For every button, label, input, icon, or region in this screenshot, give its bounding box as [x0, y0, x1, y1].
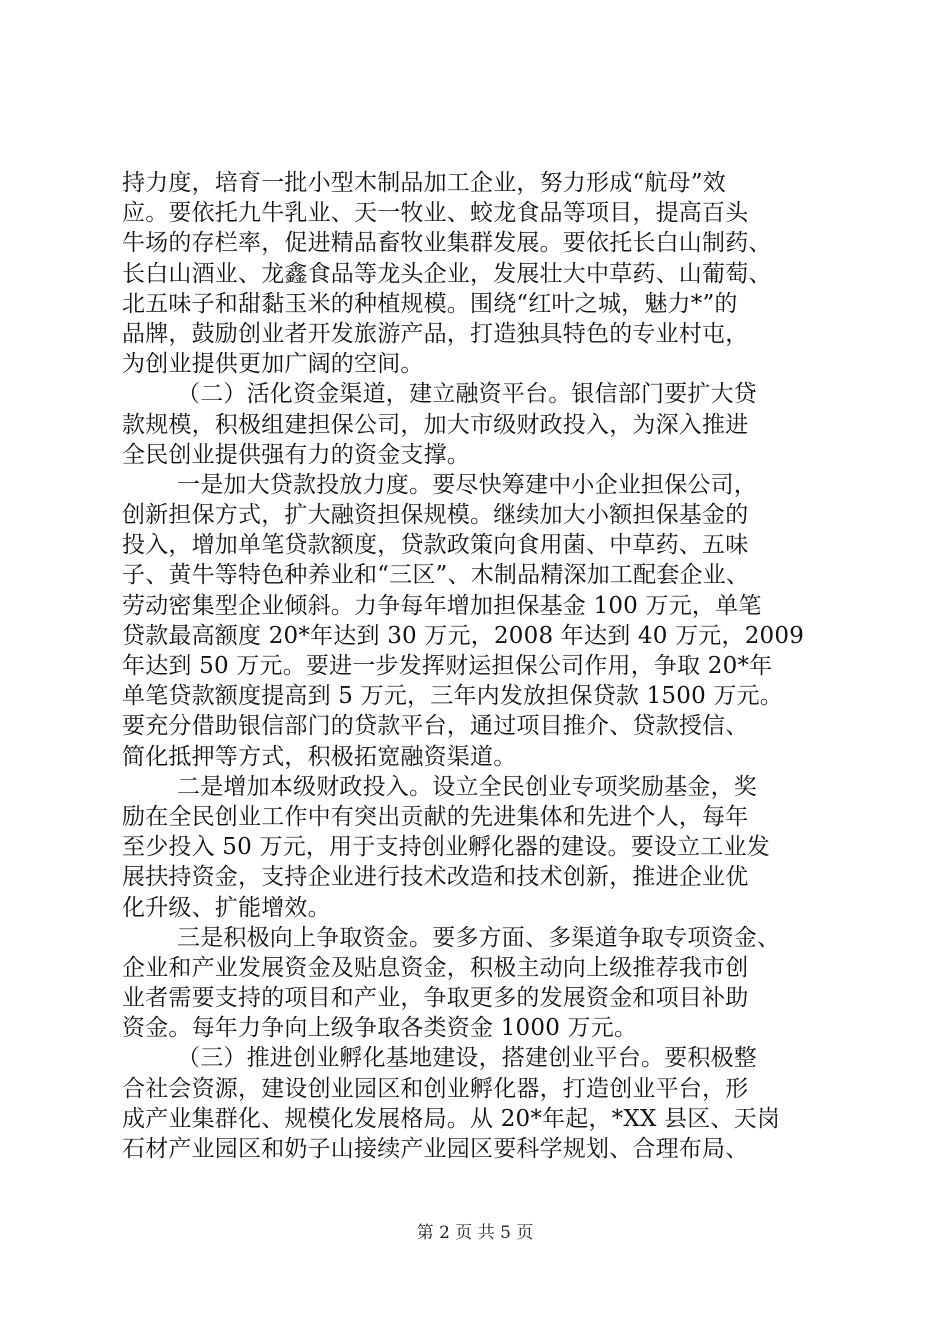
text-line: （三）推进创业孵化基地建设，搭建创业平台。要积极整	[177, 1045, 757, 1072]
text-line: （二）活化资金渠道，建立融资平台。银信部门要扩大贷	[177, 381, 757, 408]
text-line: 款规模，积极组建担保公司，加大市级财政投入，为深入推进	[122, 411, 749, 438]
text-line: 企业和产业发展资金及贴息资金，积极主动向上级推荐我市创	[122, 954, 749, 981]
text-line: 励在全民创业工作中有突出贡献的先进集体和先进个人，每年	[122, 803, 749, 830]
text-line: 简化抵押等方式，积极拓宽融资渠道。	[122, 743, 517, 770]
text-line: 三是积极向上争取资金。要多方面、多渠道争取专项资金、	[177, 924, 781, 951]
text-line: 一是加大贷款投放力度。要尽快筹建中小企业担保公司，	[177, 471, 757, 498]
text-line: 资金。每年力争向上级争取各类资金 1000 万元。	[122, 1015, 638, 1042]
text-line: 创新担保方式，扩大融资担保规模。继续加大小额担保基金的	[122, 502, 749, 529]
text-line: 成产业集群化、规模化发展格局。从 20*年起，*XX 县区、天岗	[122, 1105, 781, 1132]
text-line: 投入，增加单笔贷款额度，贷款政策向食用菌、中草药、五味	[122, 532, 749, 559]
text-line: 为创业提供更加广阔的空间。	[122, 351, 424, 378]
text-line: 品牌，鼓励创业者开发旅游产品，打造独具特色的专业村屯，	[122, 320, 749, 347]
text-line: 应。要依托九牛乳业、天一牧业、蛟龙食品等项目，提高百头	[122, 200, 749, 227]
text-line: 二是增加本级财政投入。设立全民创业专项奖励基金，奖	[177, 773, 757, 800]
text-line: 石材产业园区和奶子山接续产业园区要科学规划、合理布局、	[122, 1136, 749, 1162]
text-line: 单笔贷款额度提高到 5 万元，三年内发放担保贷款 1500 万元。	[122, 683, 784, 710]
text-line: 劳动密集型企业倾斜。力争每年增加担保基金 100 万元，单笔	[122, 592, 762, 619]
page-footer: 第 2 页 共 5 页	[416, 1223, 534, 1243]
text-line: 展扶持资金，支持企业进行技术改造和技术创新，推进企业优	[122, 864, 749, 891]
text-line: 至少投入 50 万元，用于支持创业孵化器的建设。要设立工业发	[122, 834, 770, 861]
text-line: 北五味子和甜黏玉米的种植规模。围绕“红叶之城，魅力*”的	[122, 290, 738, 317]
text-line: 长白山酒业、龙鑫食品等龙头企业，发展壮大中草药、山葡萄、	[122, 260, 772, 287]
text-line: 合社会资源，建设创业园区和创业孵化器，打造创业平台，形	[122, 1075, 749, 1102]
text-line: 贷款最高额度 20*年达到 30 万元，2008 年达到 40 万元，2009	[122, 622, 805, 649]
text-line: 全民创业提供强有力的资金支撑。	[122, 441, 470, 468]
text-line: 持力度，培育一批小型木制品加工企业，努力形成“航母”效	[122, 170, 726, 196]
text-line: 牛场的存栏率，促进精品畜牧业集群发展。要依托长白山制药、	[122, 230, 772, 257]
text-line: 年达到 50 万元。要进一步发挥财运担保公司作用，争取 20*年	[122, 653, 773, 679]
body-text	[122, 168, 834, 1164]
text-line: 化升级、扩能增效。	[122, 894, 331, 921]
text-line: 要充分借助银信部门的贷款平台，通过项目推介、贷款授信、	[122, 713, 749, 740]
text-line: 业者需要支持的项目和产业，争取更多的发展资金和项目补助	[122, 985, 749, 1012]
text-line: 子、黄牛等特色种养业和“三区”、木制品精深加工配套企业、	[122, 562, 750, 589]
